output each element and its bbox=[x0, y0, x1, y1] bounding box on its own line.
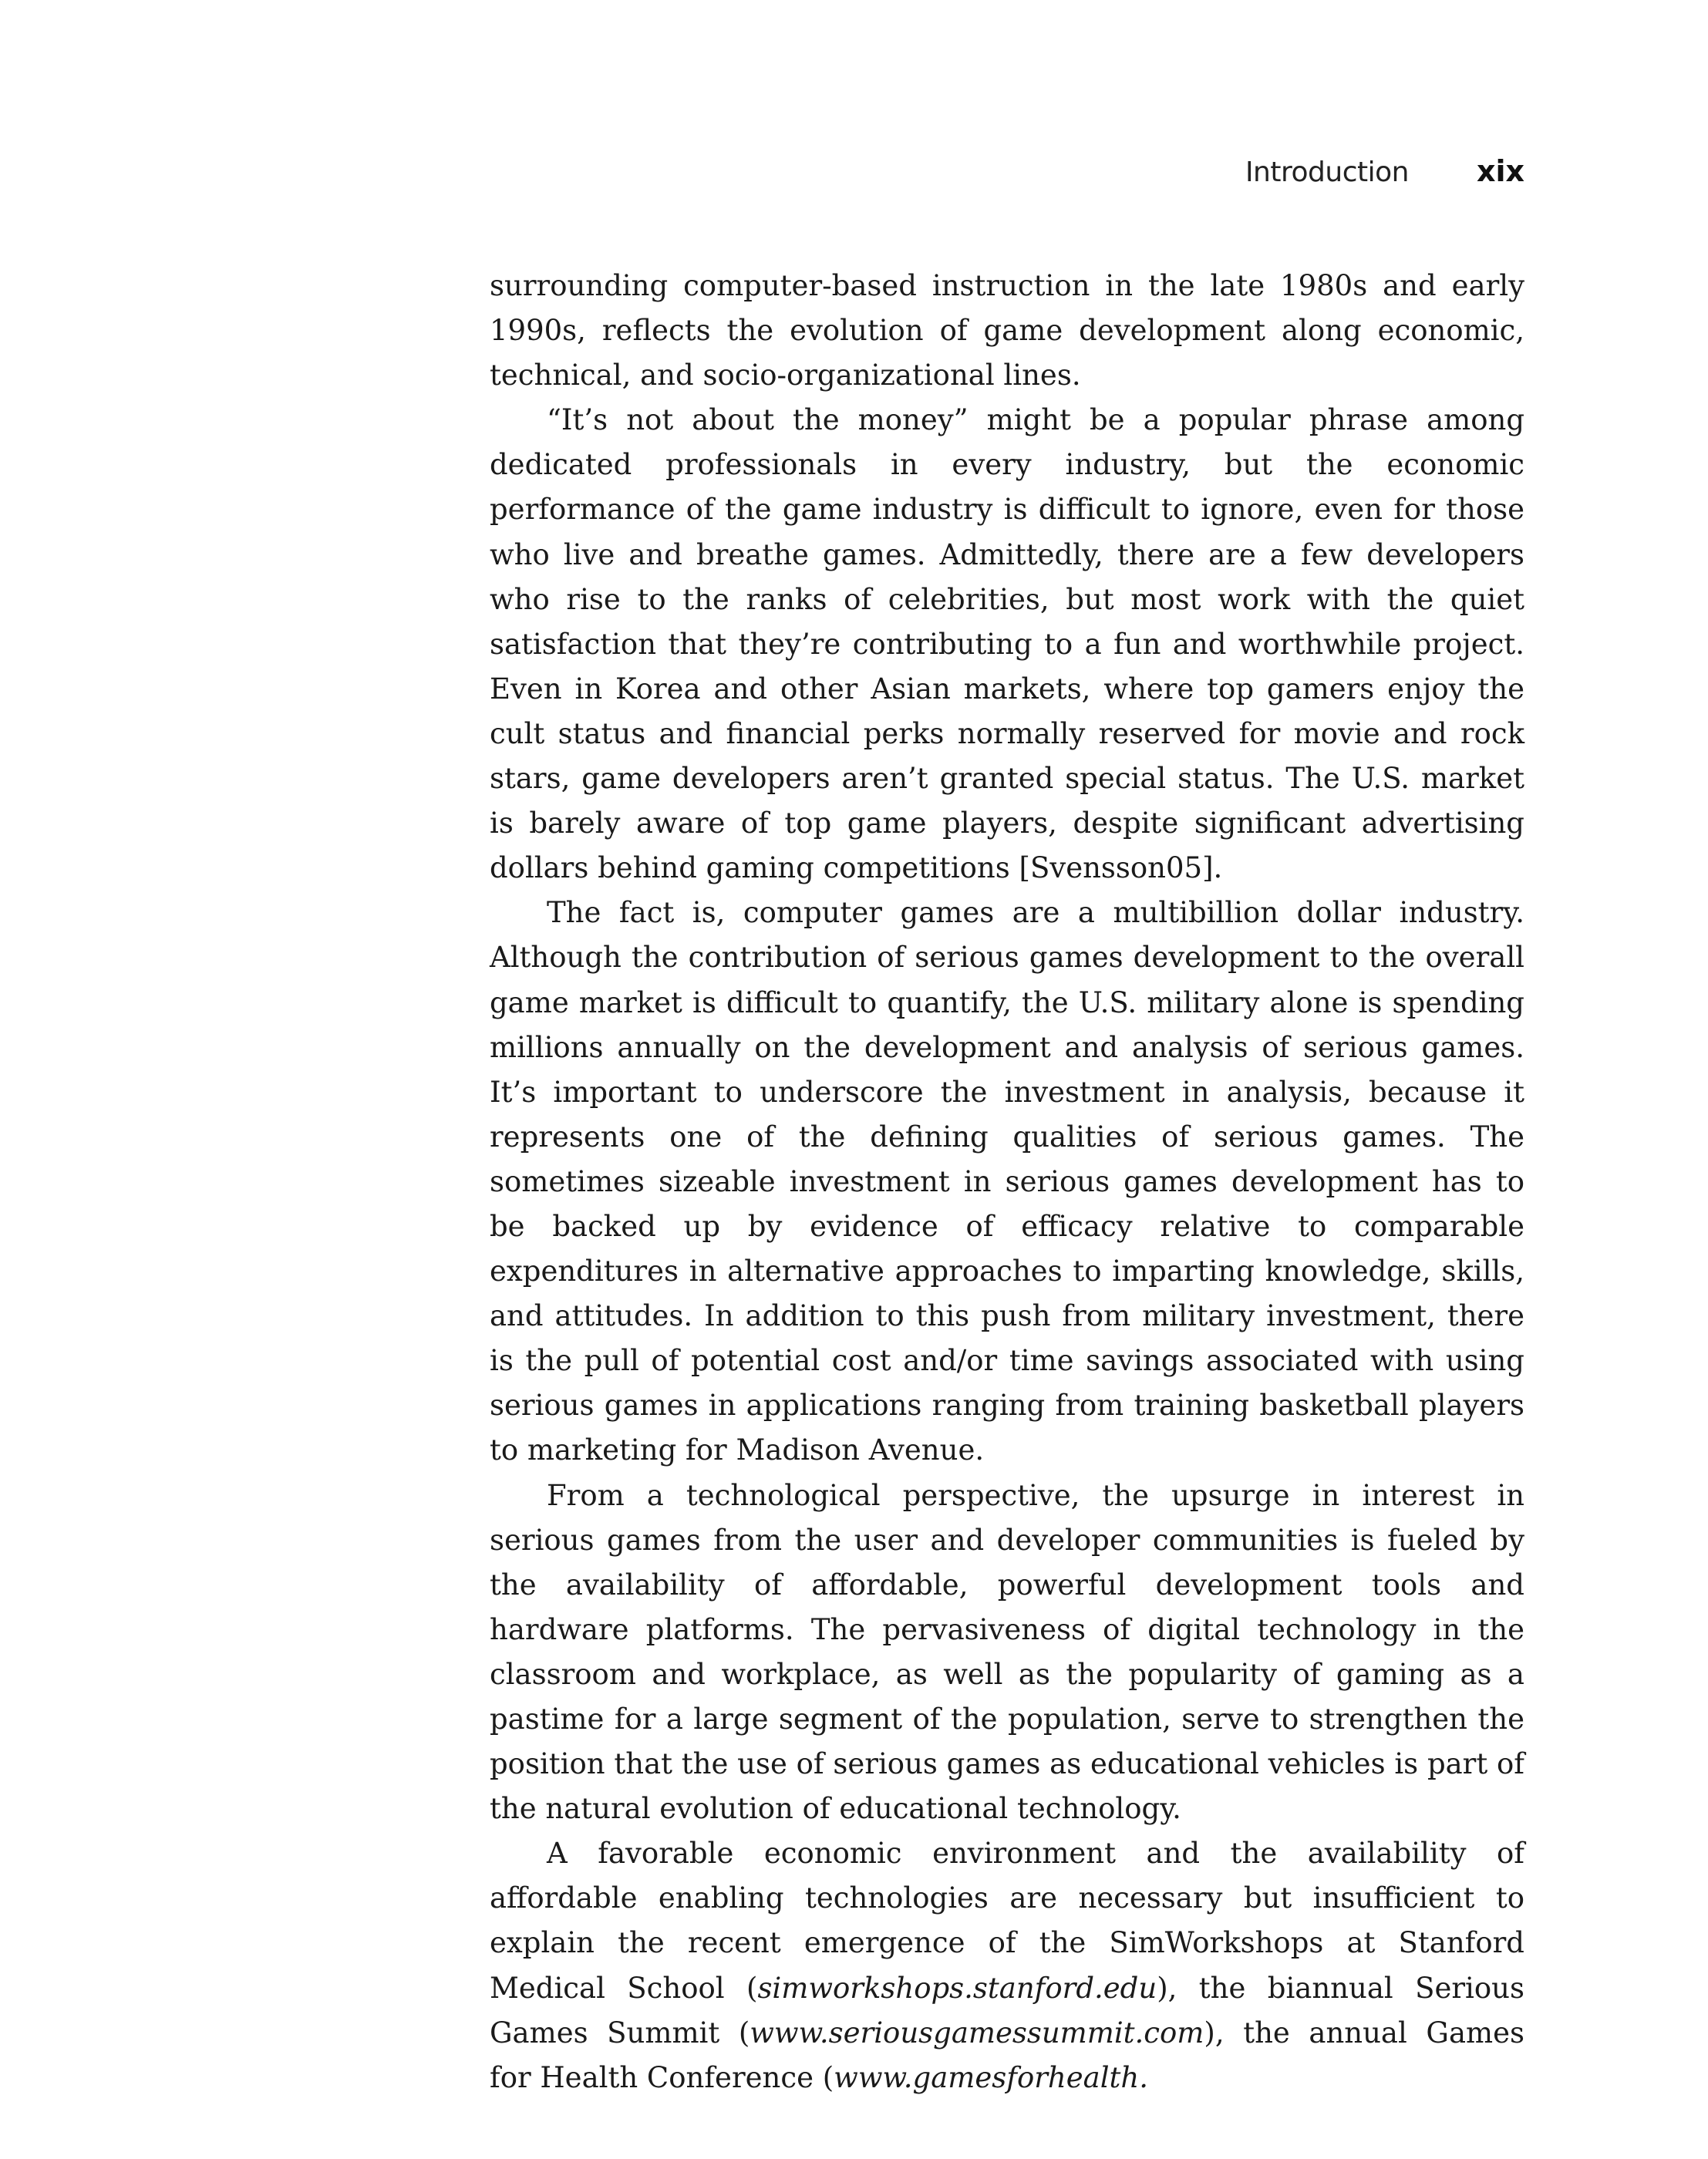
paragraph-2: “It’s not about the money” might be a popular phrase among dedicated professionals in every industry, but the economic performance of the game industry is difficult to ignore, even for those who live and breathe games. Admittedly, there are a few developers who rise to the ranks of celebrities, but most work with the quiet satisfaction that they’re contributing to a fun and worthwhile project. Even in Korea and other Asian markets, where top gamers enjoy the cult status and financial perks normally reserved for movie and rock stars, game developers aren’t granted special status. The U.S. market is barely aware of top game players, despite significant advertising dollars behind gaming competitions [Svensson05]. bbox=[490, 403, 1524, 885]
paragraph-1: surrounding computer-based instruction in the late 1980s and early 1990s, reflects the evolution of game development along economic, technical, and socio-organizational lines. bbox=[490, 269, 1524, 392]
paragraph-5-text-a: A favorable economic environment and the availability of affordable enabling technologies are necessary but insufficient to explain the recent emergence of the SimWorkshops at Stanford Medical School ( bbox=[490, 1837, 1524, 2005]
seriousgamessummit-url: www.seriousgamessummit.com bbox=[750, 2016, 1204, 2050]
simworkshops-url: simworkshops.stanford.edu bbox=[757, 1971, 1157, 2005]
paragraph-3: The fact is, computer games are a multibillion dollar industry. Although the contribution of serious games development to the overall game market is difficult to quantify, the U.S. military alone is spending millions annually on the development and analysis of serious games. It’s important to underscore the investment in analysis, because it represents one of the defining qualities of serious games. The sometimes sizeable investment in serious games development has to be backed up by evidence of efficacy relative to comparable expenditures in alternative approaches to imparting knowledge, skills, and attitudes. In addition to this push from military investment, there is the pull of potential cost and/or time savings associated with using serious games in applications ranging from training basketball players to marketing for Madison Avenue. bbox=[490, 896, 1524, 1467]
body-text bbox=[490, 264, 1524, 2100]
paragraph-5-text-c: ), the annual Games for Health Conference ( bbox=[490, 2016, 1525, 2094]
paragraph-5 bbox=[490, 1831, 1524, 2100]
running-head bbox=[1245, 154, 1524, 188]
running-head-section-title: Introduction bbox=[1245, 157, 1409, 188]
paragraph-5-text-b: ), the biannual Serious Games Summit ( bbox=[490, 1971, 1524, 2050]
paragraph-4: From a technological perspective, the upsurge in interest in serious games from the user and developer communities is fueled by the availability of affordable, powerful development tools and hardware platforms. The pervasiveness of digital technology in the classroom and workplace, as well as the popularity of gaming as a pastime for a large segment of the population, serve to strengthen the position that the use of serious games as educational vehicles is part of the natural evolution of educational technology. bbox=[490, 1478, 1524, 1826]
gamesforhealth-url: www.gamesforhealth. bbox=[834, 2060, 1149, 2094]
page-number: xix bbox=[1476, 154, 1524, 188]
